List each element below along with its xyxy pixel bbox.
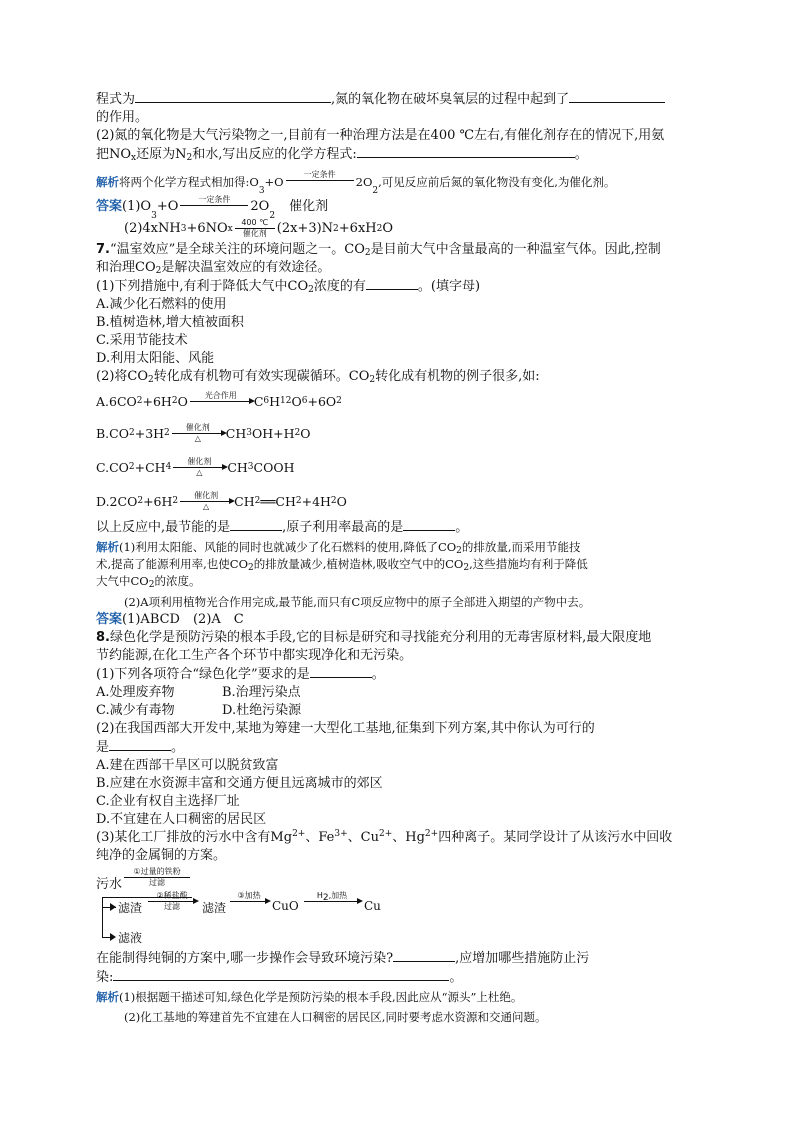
q8-line2: 节约能源,在化工生产各个环节中都实现净化和无污染。 — [96, 648, 413, 663]
q8-part2-option-b: B.应建在水资源丰富和交通方便且远离城市的郊区 — [96, 776, 383, 791]
q6-answer1: 答案 (1)O 3 +O 一定条件 2O 2 催化剂 — [96, 195, 329, 221]
solution-tag: 解析 — [96, 990, 119, 1004]
q8-options-row1: A.处理废弃物 B.治理污染点 — [96, 685, 301, 700]
reaction-arrow: 一定条件 — [284, 170, 356, 191]
answer-blank[interactable] — [135, 90, 331, 103]
reaction-arrow: 400 ℃ 催化剂 — [233, 218, 277, 239]
flow-step2-arrow: ②稀盐酸 过滤 — [146, 891, 198, 912]
reaction-arrow: 一定条件 — [178, 195, 250, 216]
flow-step4-arrow: $H_2$,加热 — [302, 891, 362, 912]
reaction-arrow: 光合作用 — [188, 391, 254, 412]
flow-cu: Cu — [364, 899, 381, 913]
q7-part1: (1)下列措施中,有利于降低大气中$CO_2$浓度的有 。(填字母) — [96, 279, 481, 295]
q7-option-d: D.利用太阳能、风能 — [96, 351, 215, 366]
q7-answer: 答案(1)ABCD (2)A C — [96, 612, 244, 627]
arrow-head-icon — [110, 933, 116, 941]
content-column — [96, 90, 706, 1026]
flow-step3-arrow: ③加热 — [228, 891, 270, 912]
q8-part3: (3)某化工厂排放的污水中含有$Mg^{2+}$、$Fe^{3+}$、$Cu^{2+}$、$Hg^{2+}$四种离子。某同学设计了从该污水中回收 — [96, 829, 673, 845]
solution-tag: 解析 — [96, 175, 119, 189]
recovery-flowchart — [96, 867, 706, 949]
q7-solution: 解析(1)利用太阳能、风能的同时也就减少了化石燃料的使用,降低了$CO_2$的排放量,而采用节能技 术,提高了能源利用率,也使$CO_2$的排放量减少,植树造林,吸收空气中的$CO_2$,这些措施均有利于降低 大气中$CO_2$的浓度。 (2)A项利用植物光合作用完成,最节能,而只有C项反应物中的原子全部进入期望的产物中去。 — [96, 540, 591, 609]
q8-part2-option-c: C.企业有权自主选择厂址 — [96, 794, 240, 809]
reaction-arrow: 催化剂 △ — [178, 491, 234, 512]
q8-part3-question-line2: 染: 。 — [96, 970, 463, 985]
q7-question-end: 以上反应中,最节能的是 ,原子利用率最高的是 。 — [96, 520, 469, 535]
answer-blank[interactable] — [403, 518, 455, 531]
q7-part2: (2)将$CO_2$转化成有机物可有效实现碳循环。$CO_2$转化成有机物的例子很多,如: — [96, 369, 540, 385]
reaction-arrow: 催化剂 △ — [171, 457, 227, 478]
answer-tag: 答案 — [96, 199, 123, 214]
q8-part2-option-d: D.不宜建在人口稠密的居民区 — [96, 812, 267, 827]
flow-cuo: CuO — [272, 899, 299, 913]
q7-option-b: B.植树造林,增大植被面积 — [96, 315, 244, 330]
flow-residue2: 滤渣 — [202, 901, 227, 915]
answer-blank[interactable] — [357, 145, 575, 158]
q6-solution: 解析 将两个化学方程式相加得:O 3 +O 一定条件 2O 2 ,可见反应前后氮的氧化物没有变化,为催化剂。 — [96, 170, 616, 196]
q7-equation-d: D.2CO 2 +6H 2 催化剂 △ CH 2 ══ CH 2 +4H 2 O — [96, 490, 347, 511]
flow-step1-arrow: ①过量的铁粉 过滤 — [122, 867, 192, 888]
answer-blank[interactable] — [366, 277, 418, 290]
q8-part2: (2)在我国西部大开发中,某地为筹建一大型化工基地,征集到下列方案,其中你认为可行的 — [96, 721, 595, 736]
q8-part3-line2: 纯净的金属铜的方案。 — [96, 848, 227, 863]
q8-solution: 解析(1)根据题干描述可知,绿色化学是预防污染的根本手段,因此应从“源头”上杜绝。 (2)化工基地的筹建首先不宜建在人口稠密的居民区,同时要考虑水资源和交通问题。 — [96, 990, 547, 1024]
q8-part3-question: 在能制得纯铜的方案中,哪一步操作会导致环境污染? ,应增加哪些措施防止污 — [96, 951, 590, 966]
q6-part2-line2: 把$NO_x$还原为$N_2$和水,写出反应的化学方程式: 。 — [96, 147, 588, 163]
solution-tag: 解析 — [96, 540, 119, 554]
q7-line2: 和治理$CO_2$是解决温室效应的有效途径。 — [96, 260, 331, 276]
answer-tag: 答案 — [96, 612, 123, 627]
flow-wastewater: 污水 — [96, 877, 123, 892]
answer-blank[interactable] — [393, 949, 455, 962]
q6-part2-line1: (2)氮的氧化物是大气污染物之一,目前有一种治理方法是在400 ℃左右,有催化剂存在的情况下,用氨 — [96, 128, 665, 143]
q7-option-c: C.采用节能技术 — [96, 333, 188, 348]
answer-blank[interactable] — [569, 90, 665, 103]
q7-option-a: A.减少化石燃料的使用 — [96, 297, 227, 312]
answer-blank[interactable] — [310, 665, 372, 678]
flow-branch-line — [102, 897, 103, 937]
reaction-arrow: 催化剂 △ — [170, 423, 226, 444]
q8-line1: 8.绿色化学是预防污染的根本手段,它的目标是研究和寻找能充分利用的无毒害原材料,最大限度地 — [96, 630, 652, 645]
q8-options-row2: C.减少有毒物 D.杜绝污染源 — [96, 703, 302, 718]
flow-residue1: 滤渣 — [118, 901, 143, 915]
q8-part2-option-a: A.建在西部干旱区可以脱贫致富 — [96, 758, 279, 773]
arrow-head-icon — [110, 903, 116, 911]
answer-blank[interactable] — [109, 738, 171, 751]
q7-equation-b: B.CO 2 +3H 2 催化剂 △ CH 3 OH+H 2 O — [96, 422, 311, 443]
answer-blank[interactable] — [230, 518, 282, 531]
q8-part1: (1)下列各项符合“绿色化学”要求的是 。 — [96, 667, 385, 682]
q6-line2: 的作用。 — [96, 110, 149, 125]
answer-blank[interactable] — [113, 968, 449, 981]
flow-filtrate: 滤液 — [118, 931, 143, 945]
q7-equation-a: A.6CO 2 +6H 2 O 光合作用 C 6 H 12 O 6 +6O 2 — [96, 386, 706, 416]
q8-part2-line2: 是 。 — [96, 740, 185, 755]
q6-answer2: (2)4xNH 3 +6NO x 400 ℃ 催化剂 (2x+3)N 2 +6xH 2 O — [124, 218, 394, 238]
q7-equation-c: C.CO 2 +CH 4 催化剂 △ CH 3 COOH — [96, 456, 295, 477]
q7-line1: 7.“温室效应”是全球关注的环境问题之一。$CO_2$是目前大气中含量最高的一种温室气体。因此,控制 — [96, 242, 661, 258]
q6-line1: 程式为 ,氮的氧化物在破坏臭氧层的过程中起到了 — [96, 90, 706, 109]
